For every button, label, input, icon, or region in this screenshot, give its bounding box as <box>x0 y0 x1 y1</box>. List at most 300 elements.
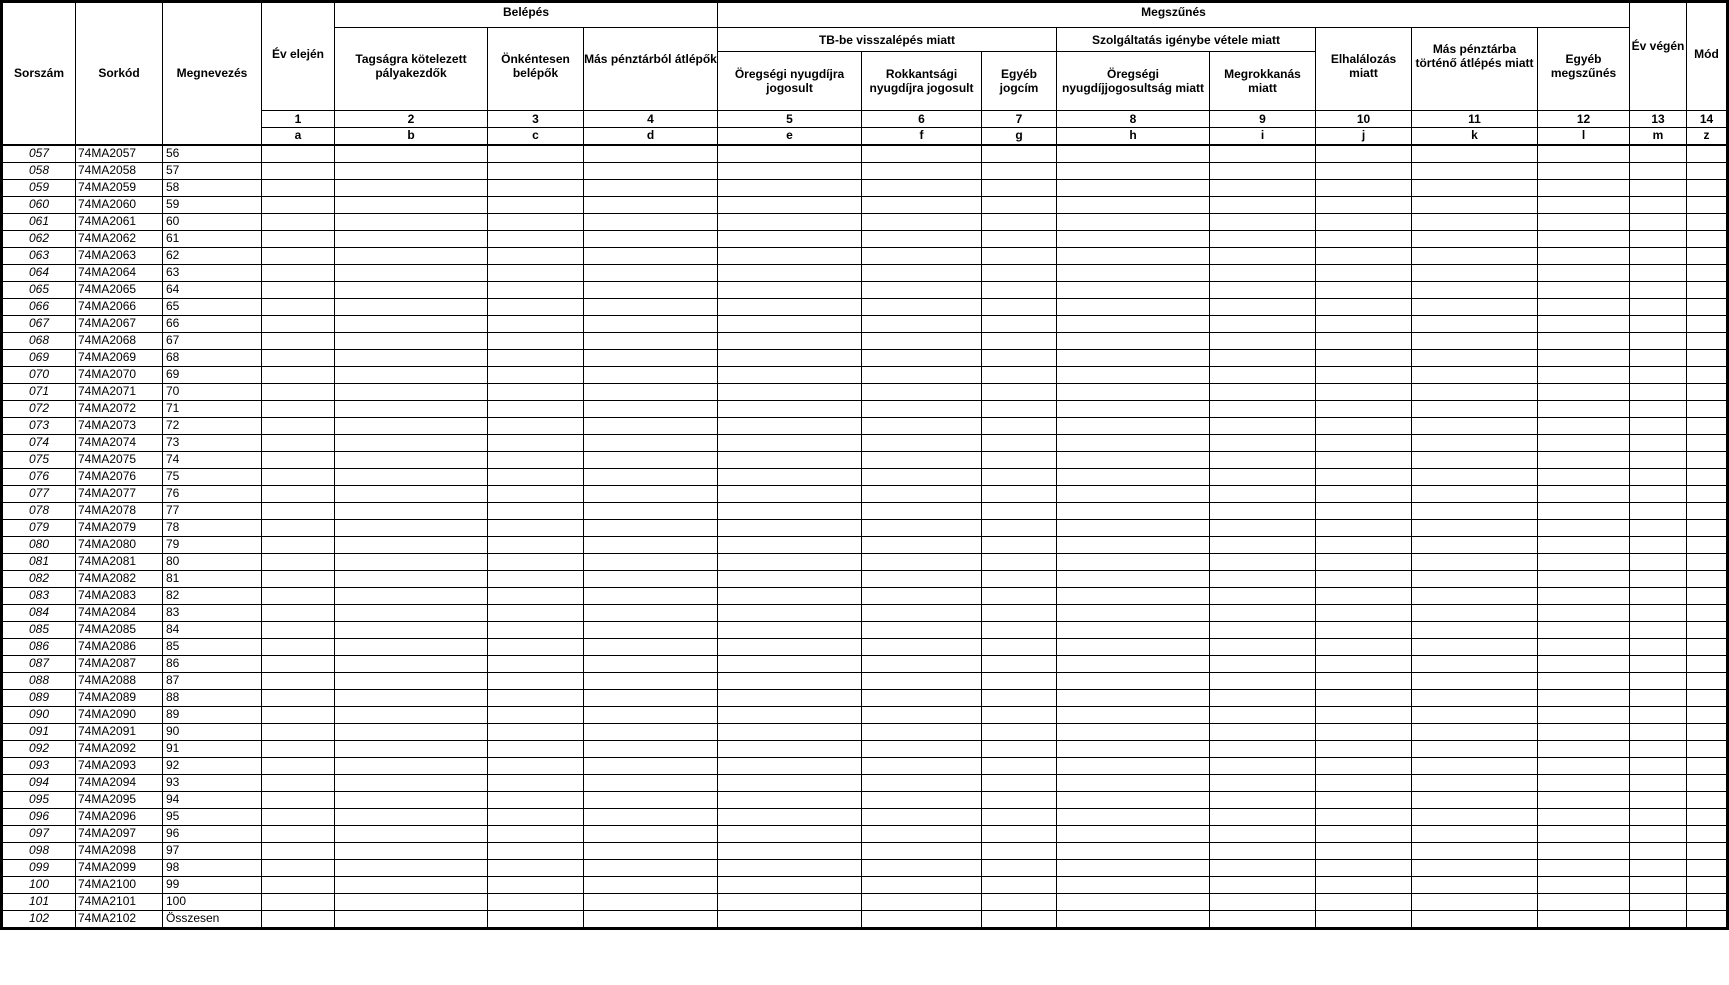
value-cell[interactable] <box>1630 604 1687 621</box>
value-cell[interactable] <box>1687 366 1728 383</box>
value-cell[interactable] <box>718 281 862 298</box>
value-cell[interactable] <box>1210 672 1316 689</box>
value-cell[interactable] <box>1538 876 1630 893</box>
value-cell[interactable] <box>982 638 1057 655</box>
value-cell[interactable] <box>1316 281 1412 298</box>
value-cell[interactable] <box>262 213 335 230</box>
value-cell[interactable] <box>335 553 488 570</box>
value-cell[interactable] <box>1316 638 1412 655</box>
value-cell[interactable] <box>1687 791 1728 808</box>
value-cell[interactable] <box>982 689 1057 706</box>
value-cell[interactable] <box>262 485 335 502</box>
value-cell[interactable] <box>335 145 488 163</box>
value-cell[interactable] <box>982 383 1057 400</box>
value-cell[interactable] <box>584 332 718 349</box>
value-cell[interactable] <box>335 519 488 536</box>
value-cell[interactable] <box>1057 723 1210 740</box>
value-cell[interactable] <box>1210 145 1316 163</box>
value-cell[interactable] <box>1687 740 1728 757</box>
value-cell[interactable] <box>862 366 982 383</box>
value-cell[interactable] <box>862 757 982 774</box>
value-cell[interactable] <box>1412 774 1538 791</box>
value-cell[interactable] <box>862 332 982 349</box>
value-cell[interactable] <box>1316 876 1412 893</box>
value-cell[interactable] <box>488 587 584 604</box>
value-cell[interactable] <box>488 689 584 706</box>
value-cell[interactable] <box>1057 349 1210 366</box>
value-cell[interactable] <box>262 825 335 842</box>
value-cell[interactable] <box>1687 451 1728 468</box>
value-cell[interactable] <box>488 315 584 332</box>
value-cell[interactable] <box>1057 536 1210 553</box>
value-cell[interactable] <box>584 502 718 519</box>
value-cell[interactable] <box>1412 162 1538 179</box>
value-cell[interactable] <box>584 213 718 230</box>
value-cell[interactable] <box>1210 196 1316 213</box>
value-cell[interactable] <box>1210 825 1316 842</box>
value-cell[interactable] <box>1316 451 1412 468</box>
value-cell[interactable] <box>335 672 488 689</box>
value-cell[interactable] <box>718 434 862 451</box>
value-cell[interactable] <box>262 621 335 638</box>
value-cell[interactable] <box>1687 196 1728 213</box>
value-cell[interactable] <box>1057 570 1210 587</box>
value-cell[interactable] <box>335 774 488 791</box>
value-cell[interactable] <box>982 672 1057 689</box>
value-cell[interactable] <box>1210 791 1316 808</box>
value-cell[interactable] <box>1538 825 1630 842</box>
value-cell[interactable] <box>1630 383 1687 400</box>
value-cell[interactable] <box>1412 808 1538 825</box>
value-cell[interactable] <box>1687 179 1728 196</box>
value-cell[interactable] <box>1687 621 1728 638</box>
value-cell[interactable] <box>1412 876 1538 893</box>
value-cell[interactable] <box>1630 298 1687 315</box>
value-cell[interactable] <box>335 587 488 604</box>
value-cell[interactable] <box>1538 859 1630 876</box>
value-cell[interactable] <box>1316 672 1412 689</box>
value-cell[interactable] <box>1630 247 1687 264</box>
value-cell[interactable] <box>584 400 718 417</box>
value-cell[interactable] <box>1630 366 1687 383</box>
value-cell[interactable] <box>862 655 982 672</box>
value-cell[interactable] <box>262 536 335 553</box>
value-cell[interactable] <box>1412 315 1538 332</box>
value-cell[interactable] <box>1057 672 1210 689</box>
value-cell[interactable] <box>1630 417 1687 434</box>
value-cell[interactable] <box>1538 145 1630 163</box>
value-cell[interactable] <box>1687 825 1728 842</box>
value-cell[interactable] <box>1538 519 1630 536</box>
value-cell[interactable] <box>1412 485 1538 502</box>
value-cell[interactable] <box>1687 332 1728 349</box>
value-cell[interactable] <box>718 383 862 400</box>
value-cell[interactable] <box>1630 145 1687 163</box>
value-cell[interactable] <box>1630 706 1687 723</box>
value-cell[interactable] <box>1210 757 1316 774</box>
value-cell[interactable] <box>488 638 584 655</box>
value-cell[interactable] <box>584 315 718 332</box>
value-cell[interactable] <box>335 179 488 196</box>
value-cell[interactable] <box>1630 672 1687 689</box>
value-cell[interactable] <box>335 876 488 893</box>
value-cell[interactable] <box>862 349 982 366</box>
value-cell[interactable] <box>1630 638 1687 655</box>
value-cell[interactable] <box>1412 655 1538 672</box>
value-cell[interactable] <box>584 536 718 553</box>
value-cell[interactable] <box>488 366 584 383</box>
value-cell[interactable] <box>1630 230 1687 247</box>
value-cell[interactable] <box>488 502 584 519</box>
value-cell[interactable] <box>1057 162 1210 179</box>
value-cell[interactable] <box>1630 774 1687 791</box>
value-cell[interactable] <box>982 502 1057 519</box>
value-cell[interactable] <box>1538 570 1630 587</box>
value-cell[interactable] <box>488 570 584 587</box>
value-cell[interactable] <box>862 213 982 230</box>
value-cell[interactable] <box>584 485 718 502</box>
value-cell[interactable] <box>488 706 584 723</box>
value-cell[interactable] <box>982 196 1057 213</box>
value-cell[interactable] <box>1687 281 1728 298</box>
value-cell[interactable] <box>1538 281 1630 298</box>
value-cell[interactable] <box>1630 842 1687 859</box>
value-cell[interactable] <box>1412 349 1538 366</box>
value-cell[interactable] <box>335 298 488 315</box>
value-cell[interactable] <box>1412 570 1538 587</box>
value-cell[interactable] <box>584 604 718 621</box>
value-cell[interactable] <box>262 519 335 536</box>
value-cell[interactable] <box>1316 230 1412 247</box>
value-cell[interactable] <box>718 162 862 179</box>
value-cell[interactable] <box>1412 451 1538 468</box>
value-cell[interactable] <box>718 417 862 434</box>
value-cell[interactable] <box>335 910 488 928</box>
value-cell[interactable] <box>862 162 982 179</box>
value-cell[interactable] <box>982 570 1057 587</box>
value-cell[interactable] <box>1057 383 1210 400</box>
value-cell[interactable] <box>862 723 982 740</box>
value-cell[interactable] <box>1687 808 1728 825</box>
value-cell[interactable] <box>262 179 335 196</box>
value-cell[interactable] <box>488 162 584 179</box>
value-cell[interactable] <box>1630 536 1687 553</box>
value-cell[interactable] <box>262 451 335 468</box>
value-cell[interactable] <box>718 638 862 655</box>
value-cell[interactable] <box>584 808 718 825</box>
value-cell[interactable] <box>862 179 982 196</box>
value-cell[interactable] <box>1316 264 1412 281</box>
value-cell[interactable] <box>584 740 718 757</box>
value-cell[interactable] <box>1057 400 1210 417</box>
value-cell[interactable] <box>1057 451 1210 468</box>
value-cell[interactable] <box>718 791 862 808</box>
value-cell[interactable] <box>862 451 982 468</box>
value-cell[interactable] <box>718 213 862 230</box>
value-cell[interactable] <box>1057 706 1210 723</box>
value-cell[interactable] <box>488 264 584 281</box>
value-cell[interactable] <box>1210 553 1316 570</box>
value-cell[interactable] <box>335 468 488 485</box>
value-cell[interactable] <box>335 400 488 417</box>
value-cell[interactable] <box>1630 519 1687 536</box>
value-cell[interactable] <box>1630 825 1687 842</box>
value-cell[interactable] <box>1316 179 1412 196</box>
value-cell[interactable] <box>718 349 862 366</box>
value-cell[interactable] <box>1316 621 1412 638</box>
value-cell[interactable] <box>335 825 488 842</box>
value-cell[interactable] <box>718 196 862 213</box>
value-cell[interactable] <box>335 451 488 468</box>
value-cell[interactable] <box>262 774 335 791</box>
value-cell[interactable] <box>1057 876 1210 893</box>
value-cell[interactable] <box>1210 519 1316 536</box>
value-cell[interactable] <box>1412 638 1538 655</box>
value-cell[interactable] <box>1687 230 1728 247</box>
value-cell[interactable] <box>262 553 335 570</box>
value-cell[interactable] <box>488 757 584 774</box>
value-cell[interactable] <box>862 774 982 791</box>
value-cell[interactable] <box>262 655 335 672</box>
value-cell[interactable] <box>1316 655 1412 672</box>
value-cell[interactable] <box>862 740 982 757</box>
value-cell[interactable] <box>718 706 862 723</box>
value-cell[interactable] <box>335 162 488 179</box>
value-cell[interactable] <box>488 893 584 910</box>
value-cell[interactable] <box>718 553 862 570</box>
value-cell[interactable] <box>862 706 982 723</box>
value-cell[interactable] <box>1210 485 1316 502</box>
value-cell[interactable] <box>1412 536 1538 553</box>
value-cell[interactable] <box>1412 706 1538 723</box>
value-cell[interactable] <box>488 485 584 502</box>
value-cell[interactable] <box>1412 400 1538 417</box>
value-cell[interactable] <box>1630 910 1687 928</box>
value-cell[interactable] <box>584 145 718 163</box>
value-cell[interactable] <box>584 655 718 672</box>
value-cell[interactable] <box>584 366 718 383</box>
value-cell[interactable] <box>1630 893 1687 910</box>
value-cell[interactable] <box>262 298 335 315</box>
value-cell[interactable] <box>1630 587 1687 604</box>
value-cell[interactable] <box>1057 434 1210 451</box>
value-cell[interactable] <box>1630 689 1687 706</box>
value-cell[interactable] <box>1316 825 1412 842</box>
value-cell[interactable] <box>718 570 862 587</box>
value-cell[interactable] <box>982 774 1057 791</box>
value-cell[interactable] <box>1538 230 1630 247</box>
value-cell[interactable] <box>1316 536 1412 553</box>
value-cell[interactable] <box>1630 332 1687 349</box>
value-cell[interactable] <box>1412 281 1538 298</box>
value-cell[interactable] <box>1210 315 1316 332</box>
value-cell[interactable] <box>982 893 1057 910</box>
value-cell[interactable] <box>1057 604 1210 621</box>
value-cell[interactable] <box>1538 400 1630 417</box>
value-cell[interactable] <box>718 655 862 672</box>
value-cell[interactable] <box>584 553 718 570</box>
value-cell[interactable] <box>1538 502 1630 519</box>
value-cell[interactable] <box>1538 791 1630 808</box>
value-cell[interactable] <box>262 281 335 298</box>
value-cell[interactable] <box>862 587 982 604</box>
value-cell[interactable] <box>262 723 335 740</box>
value-cell[interactable] <box>1057 315 1210 332</box>
value-cell[interactable] <box>718 298 862 315</box>
value-cell[interactable] <box>488 910 584 928</box>
value-cell[interactable] <box>1210 400 1316 417</box>
value-cell[interactable] <box>982 808 1057 825</box>
value-cell[interactable] <box>335 655 488 672</box>
value-cell[interactable] <box>718 825 862 842</box>
value-cell[interactable] <box>862 808 982 825</box>
value-cell[interactable] <box>1412 893 1538 910</box>
value-cell[interactable] <box>584 706 718 723</box>
value-cell[interactable] <box>1316 740 1412 757</box>
value-cell[interactable] <box>1210 230 1316 247</box>
value-cell[interactable] <box>1057 910 1210 928</box>
value-cell[interactable] <box>1630 196 1687 213</box>
value-cell[interactable] <box>862 315 982 332</box>
value-cell[interactable] <box>262 230 335 247</box>
value-cell[interactable] <box>982 451 1057 468</box>
value-cell[interactable] <box>718 247 862 264</box>
value-cell[interactable] <box>584 196 718 213</box>
value-cell[interactable] <box>1538 655 1630 672</box>
value-cell[interactable] <box>1210 570 1316 587</box>
value-cell[interactable] <box>862 230 982 247</box>
value-cell[interactable] <box>1538 842 1630 859</box>
value-cell[interactable] <box>1412 366 1538 383</box>
value-cell[interactable] <box>862 825 982 842</box>
value-cell[interactable] <box>1538 604 1630 621</box>
value-cell[interactable] <box>584 825 718 842</box>
value-cell[interactable] <box>1210 162 1316 179</box>
value-cell[interactable] <box>1412 842 1538 859</box>
value-cell[interactable] <box>718 400 862 417</box>
value-cell[interactable] <box>488 332 584 349</box>
value-cell[interactable] <box>1687 145 1728 163</box>
value-cell[interactable] <box>262 604 335 621</box>
value-cell[interactable] <box>488 672 584 689</box>
value-cell[interactable] <box>1057 213 1210 230</box>
value-cell[interactable] <box>862 621 982 638</box>
value-cell[interactable] <box>1687 298 1728 315</box>
value-cell[interactable] <box>1057 230 1210 247</box>
value-cell[interactable] <box>718 587 862 604</box>
value-cell[interactable] <box>862 485 982 502</box>
value-cell[interactable] <box>1538 315 1630 332</box>
value-cell[interactable] <box>584 689 718 706</box>
value-cell[interactable] <box>1210 774 1316 791</box>
value-cell[interactable] <box>1687 859 1728 876</box>
value-cell[interactable] <box>1538 757 1630 774</box>
value-cell[interactable] <box>335 808 488 825</box>
value-cell[interactable] <box>488 196 584 213</box>
value-cell[interactable] <box>982 842 1057 859</box>
value-cell[interactable] <box>1538 213 1630 230</box>
value-cell[interactable] <box>584 281 718 298</box>
value-cell[interactable] <box>1316 502 1412 519</box>
value-cell[interactable] <box>718 230 862 247</box>
value-cell[interactable] <box>584 434 718 451</box>
value-cell[interactable] <box>584 298 718 315</box>
value-cell[interactable] <box>1687 842 1728 859</box>
value-cell[interactable] <box>1630 434 1687 451</box>
value-cell[interactable] <box>1687 247 1728 264</box>
value-cell[interactable] <box>1210 740 1316 757</box>
value-cell[interactable] <box>1316 298 1412 315</box>
value-cell[interactable] <box>262 162 335 179</box>
value-cell[interactable] <box>1630 315 1687 332</box>
value-cell[interactable] <box>1538 672 1630 689</box>
value-cell[interactable] <box>1210 808 1316 825</box>
value-cell[interactable] <box>1630 808 1687 825</box>
value-cell[interactable] <box>1210 451 1316 468</box>
value-cell[interactable] <box>1210 349 1316 366</box>
value-cell[interactable] <box>1538 247 1630 264</box>
value-cell[interactable] <box>1316 247 1412 264</box>
value-cell[interactable] <box>488 349 584 366</box>
value-cell[interactable] <box>1538 332 1630 349</box>
value-cell[interactable] <box>862 264 982 281</box>
value-cell[interactable] <box>335 706 488 723</box>
value-cell[interactable] <box>1210 621 1316 638</box>
value-cell[interactable] <box>262 383 335 400</box>
value-cell[interactable] <box>718 621 862 638</box>
value-cell[interactable] <box>1316 315 1412 332</box>
value-cell[interactable] <box>718 672 862 689</box>
value-cell[interactable] <box>335 213 488 230</box>
value-cell[interactable] <box>488 553 584 570</box>
value-cell[interactable] <box>1057 757 1210 774</box>
value-cell[interactable] <box>1057 621 1210 638</box>
value-cell[interactable] <box>982 179 1057 196</box>
value-cell[interactable] <box>335 842 488 859</box>
value-cell[interactable] <box>862 604 982 621</box>
value-cell[interactable] <box>1210 298 1316 315</box>
value-cell[interactable] <box>1538 485 1630 502</box>
value-cell[interactable] <box>982 400 1057 417</box>
value-cell[interactable] <box>335 230 488 247</box>
value-cell[interactable] <box>335 621 488 638</box>
value-cell[interactable] <box>1538 910 1630 928</box>
value-cell[interactable] <box>1412 145 1538 163</box>
value-cell[interactable] <box>1412 910 1538 928</box>
value-cell[interactable] <box>1316 910 1412 928</box>
value-cell[interactable] <box>1057 638 1210 655</box>
value-cell[interactable] <box>718 264 862 281</box>
value-cell[interactable] <box>718 145 862 163</box>
value-cell[interactable] <box>262 638 335 655</box>
value-cell[interactable] <box>1210 281 1316 298</box>
value-cell[interactable] <box>1210 417 1316 434</box>
value-cell[interactable] <box>262 757 335 774</box>
value-cell[interactable] <box>982 281 1057 298</box>
value-cell[interactable] <box>982 417 1057 434</box>
value-cell[interactable] <box>862 672 982 689</box>
value-cell[interactable] <box>718 689 862 706</box>
value-cell[interactable] <box>1057 808 1210 825</box>
value-cell[interactable] <box>1412 468 1538 485</box>
value-cell[interactable] <box>1630 655 1687 672</box>
value-cell[interactable] <box>1412 213 1538 230</box>
value-cell[interactable] <box>1630 264 1687 281</box>
value-cell[interactable] <box>718 451 862 468</box>
value-cell[interactable] <box>1210 689 1316 706</box>
value-cell[interactable] <box>982 332 1057 349</box>
value-cell[interactable] <box>1057 247 1210 264</box>
